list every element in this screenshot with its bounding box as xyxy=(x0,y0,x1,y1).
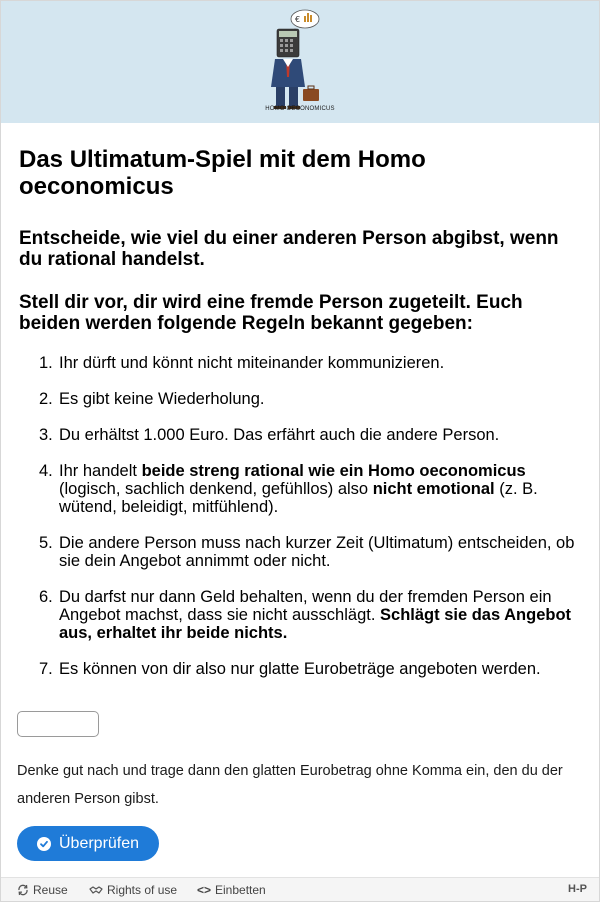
banner-caption: HOMO OECONOMICUS xyxy=(265,106,335,112)
rules-intro-heading: Stell dir vor, dir wird eine fremde Person zugeteilt. Euch beiden werden folgende Regeln bekannt gegeben: xyxy=(19,292,523,334)
check-button[interactable] xyxy=(17,826,159,861)
check-circle-icon xyxy=(37,837,51,851)
list-item: 4. Ihr handelt beide streng rational wie ein Homo oeconomicus (logisch, sachlich denkend, gefühllos) also nicht emotional (z. B. wütend, beleidigt, mitfühlend). xyxy=(39,462,538,516)
lead-heading: Entscheide, wie viel du einer anderen Person abgibst, wenn du rational handelst. xyxy=(19,228,559,270)
reuse-icon xyxy=(17,884,29,896)
check-button-label: Überprüfen xyxy=(59,834,140,852)
instruction-text: Denke gut nach und trage dann den glatten Eurobetrag ohne Komma ein, den du der anderen Person gibst. xyxy=(17,763,563,807)
main-content xyxy=(19,146,579,696)
embed-link[interactable]: <> Einbetten xyxy=(197,883,266,897)
rights-of-use-link[interactable]: Rights of use xyxy=(89,883,177,897)
page-title: Das Ultimatum-Spiel mit dem Homo oeconomicus xyxy=(19,146,426,200)
homo-oeconomicus-illustration xyxy=(257,7,329,117)
list-item: 6. Du darfst nur dann Geld behalten, wenn du der fremden Person ein Angebot machst, dass sie nicht ausschlägt. Schlägt sie das Angebot aus, erhaltet ihr beide nichts. xyxy=(39,588,572,642)
svg-text:€: € xyxy=(295,15,301,24)
list-item: 7. Es können von dir also nur glatte Eurobeträge angeboten werden. xyxy=(39,660,541,678)
list-item: 5. Die andere Person muss nach kurzer Zeit (Ultimatum) entscheiden, ob sie dein Angebot annimmt oder nicht. xyxy=(39,534,575,570)
footer-bar xyxy=(1,877,599,901)
rules-list xyxy=(19,354,579,678)
list-item: 1. Ihr dürft und könnt nicht miteinander kommunizieren. xyxy=(39,354,445,372)
list-item: 2. Es gibt keine Wiederholung. xyxy=(39,390,265,408)
reuse-link[interactable]: Reuse xyxy=(17,883,68,897)
list-item: 3. Du erhältst 1.000 Euro. Das erfährt auch die andere Person. xyxy=(39,426,500,444)
handshake-icon xyxy=(89,884,103,896)
h5p-logo: H-P xyxy=(568,883,587,895)
header-banner xyxy=(1,1,599,123)
code-icon: <> xyxy=(197,883,212,897)
amount-input[interactable] xyxy=(17,711,99,737)
